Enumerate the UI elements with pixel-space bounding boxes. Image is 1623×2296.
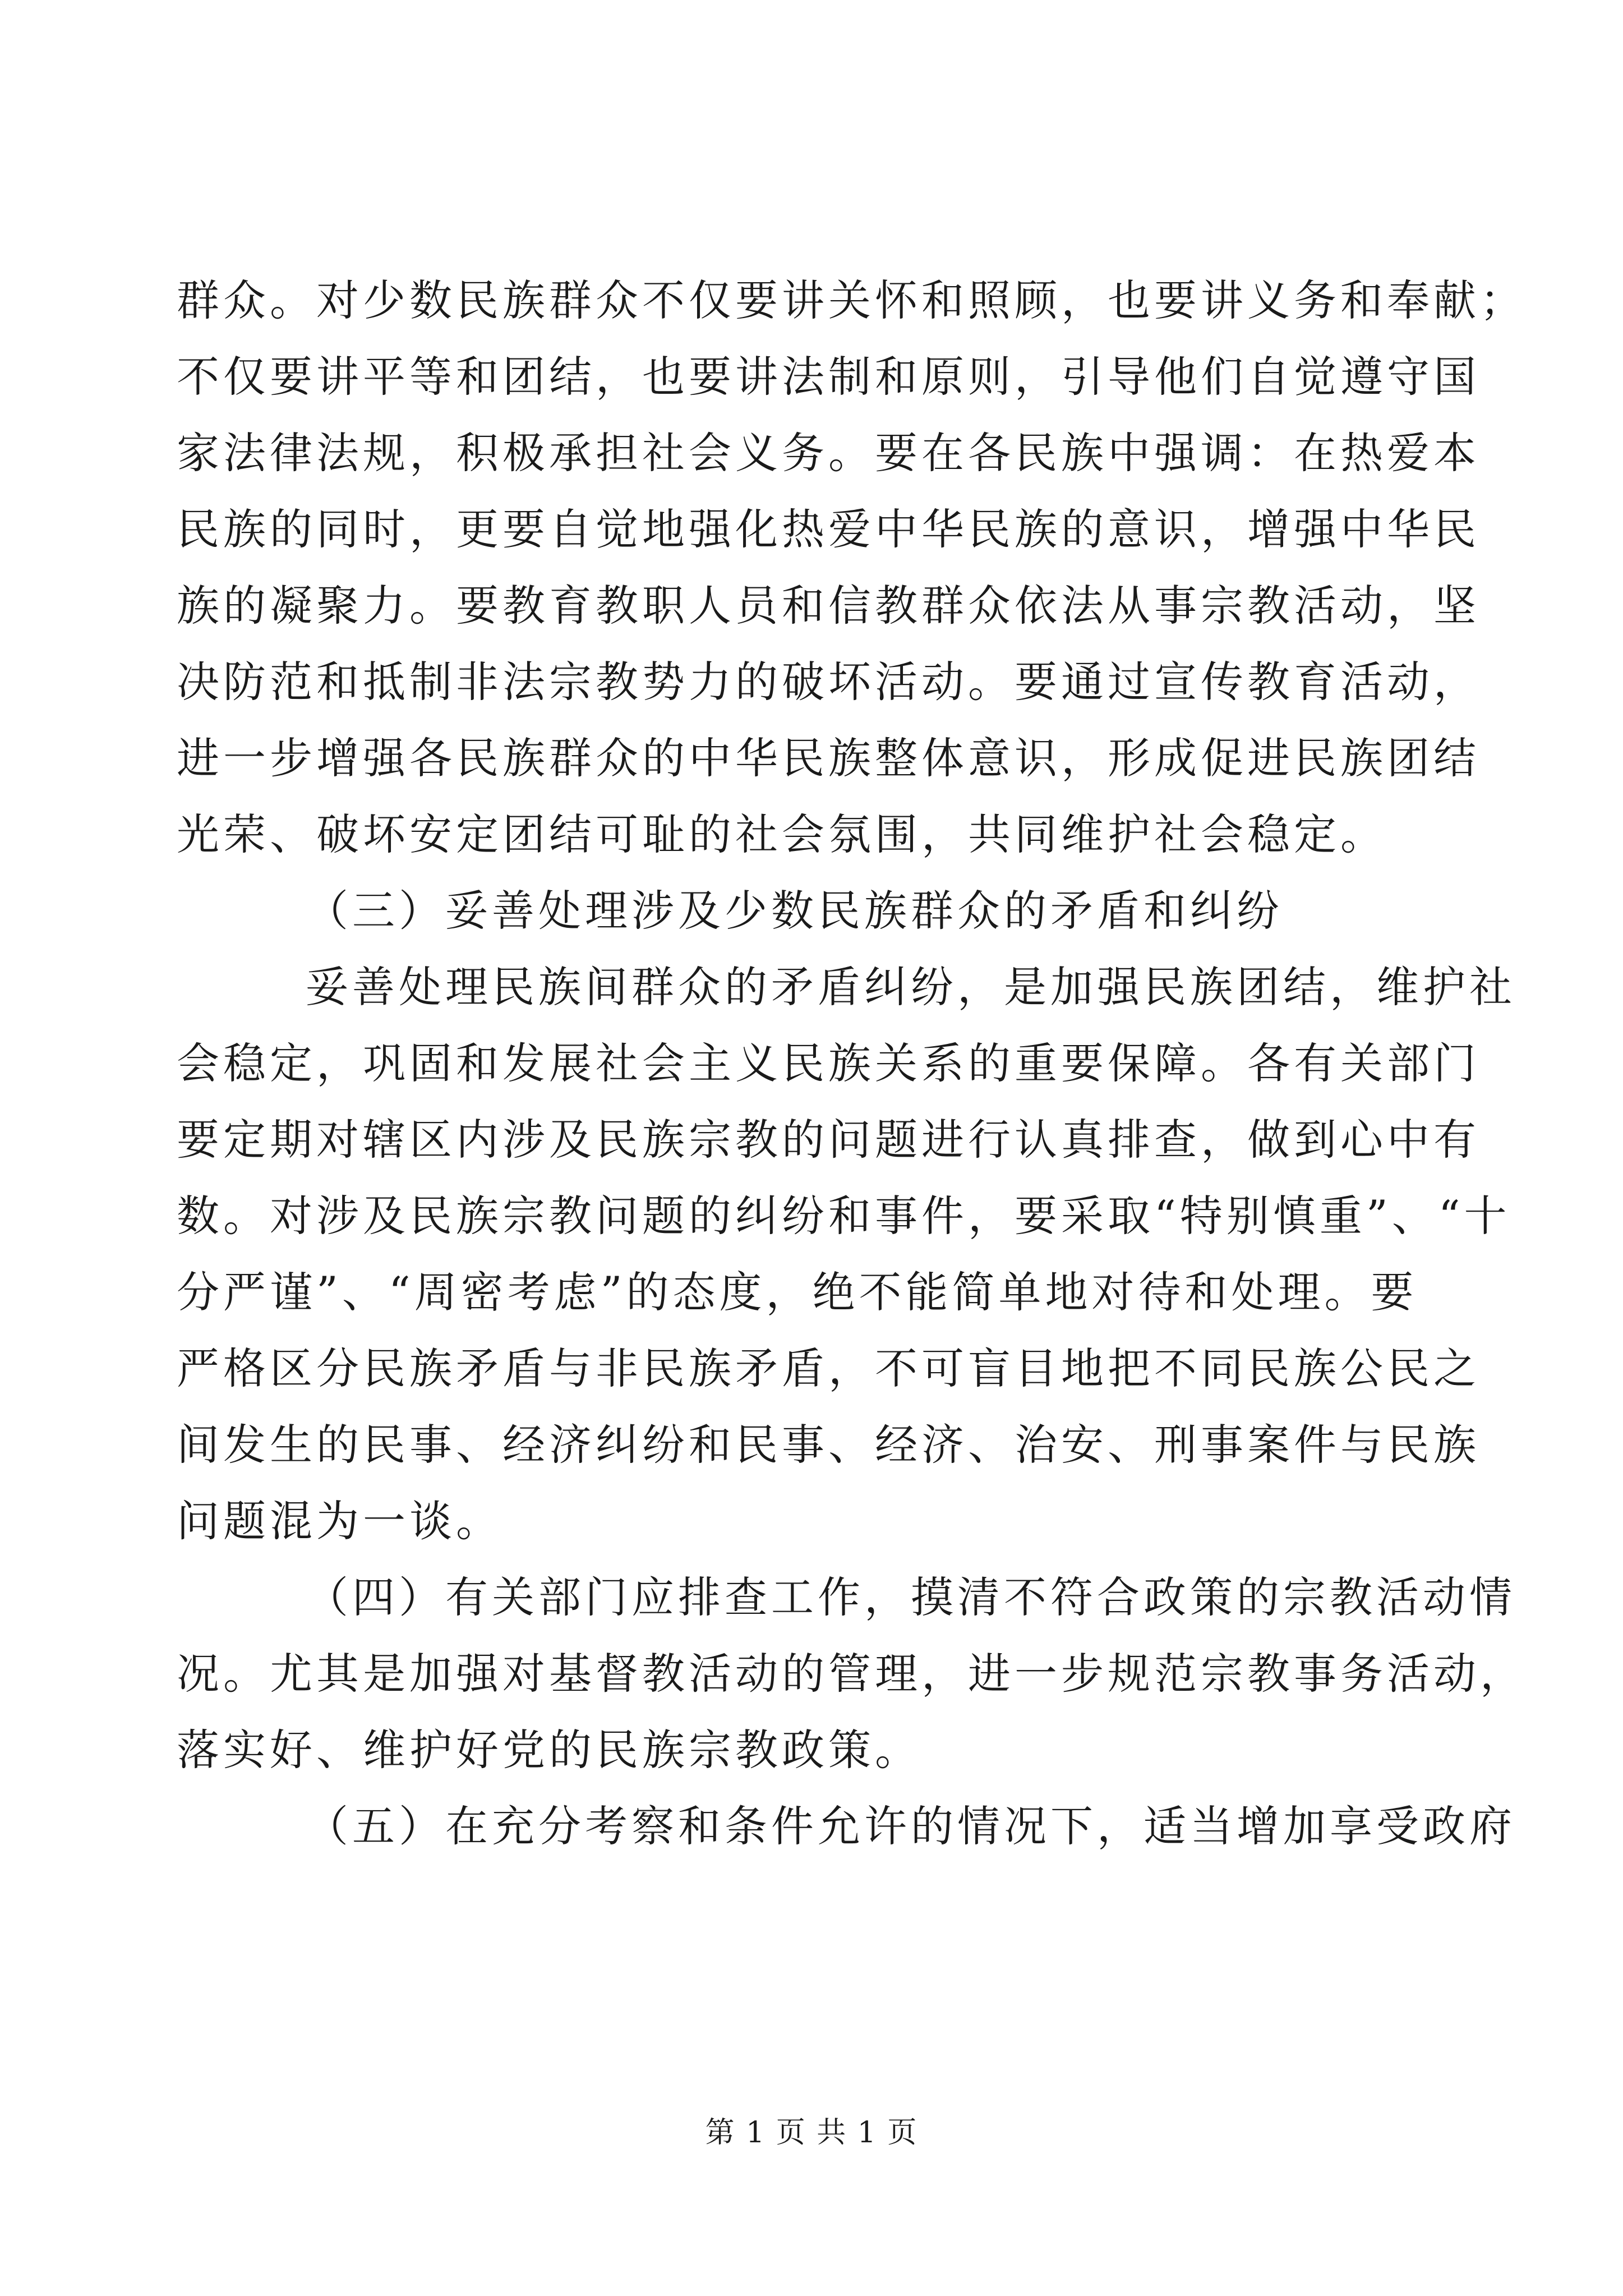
text-line: 光荣、破坏安定团结可耻的社会氛围，共同维护社会稳定。 xyxy=(177,809,1387,859)
page-number-label: 第 1 页 共 1 页 xyxy=(705,2116,918,2150)
text-line: 会稳定，巩固和发展社会主义民族关系的重要保障。各有关部门 xyxy=(177,1038,1480,1088)
page-footer xyxy=(0,2110,1623,2155)
document-body xyxy=(177,263,1527,1865)
text-line: 分严谨”、“周密考虑”的态度，绝不能简单地对待和处理。要 xyxy=(177,1267,1418,1317)
text-line: 妥善处理民族间群众的矛盾纠纷，是加强民族团结，维护社 xyxy=(306,962,1516,1012)
text-line: 严格区分民族矛盾与非民族矛盾，不可盲目地把不同民族公民之 xyxy=(177,1343,1480,1393)
section-heading: （四）有关部门应排查工作，摸清不符合政策的宗教活动情 xyxy=(306,1572,1516,1622)
text-line: 族的凝聚力。要教育教职人员和信教群众依法从事宗教活动，坚 xyxy=(177,581,1480,631)
text-line: 民族的同时，更要自觉地强化热爱中华民族的意识，增强中华民 xyxy=(177,504,1480,554)
text-line: 况。尤其是加强对基督教活动的管理，进一步规范宗教事务活动， xyxy=(177,1649,1527,1699)
text-line: 问题混为一谈。 xyxy=(177,1496,502,1546)
section-heading: （三）妥善处理涉及少数民族群众的矛盾和纠纷 xyxy=(306,886,1283,936)
text-line: 要定期对辖区内涉及民族宗教的问题进行认真排查，做到心中有 xyxy=(177,1115,1480,1165)
text-line: 间发生的民事、经济纠纷和民事、经济、治安、刑事案件与民族 xyxy=(177,1420,1480,1470)
text-line: 家法律法规，积极承担社会义务。要在各民族中强调：在热爱本 xyxy=(177,428,1480,478)
text-line: 进一步增强各民族群众的中华民族整体意识，形成促进民族团结 xyxy=(177,733,1480,783)
text-line: 落实好、维护好党的民族宗教政策。 xyxy=(177,1725,921,1775)
text-line: 不仅要讲平等和团结，也要讲法制和原则，引导他们自觉遵守国 xyxy=(177,352,1480,402)
text-line: 数。对涉及民族宗教问题的纠纷和事件，要采取“特别慎重”、“十 xyxy=(177,1191,1511,1241)
text-line: 群众。对少数民族群众不仅要讲关怀和照顾，也要讲义务和奉献； xyxy=(177,275,1527,325)
text-line: 决防范和抵制非法宗教势力的破坏活动。要通过宣传教育活动， xyxy=(177,657,1480,707)
section-heading: （五）在充分考察和条件允许的情况下，适当增加享受政府 xyxy=(306,1801,1516,1851)
